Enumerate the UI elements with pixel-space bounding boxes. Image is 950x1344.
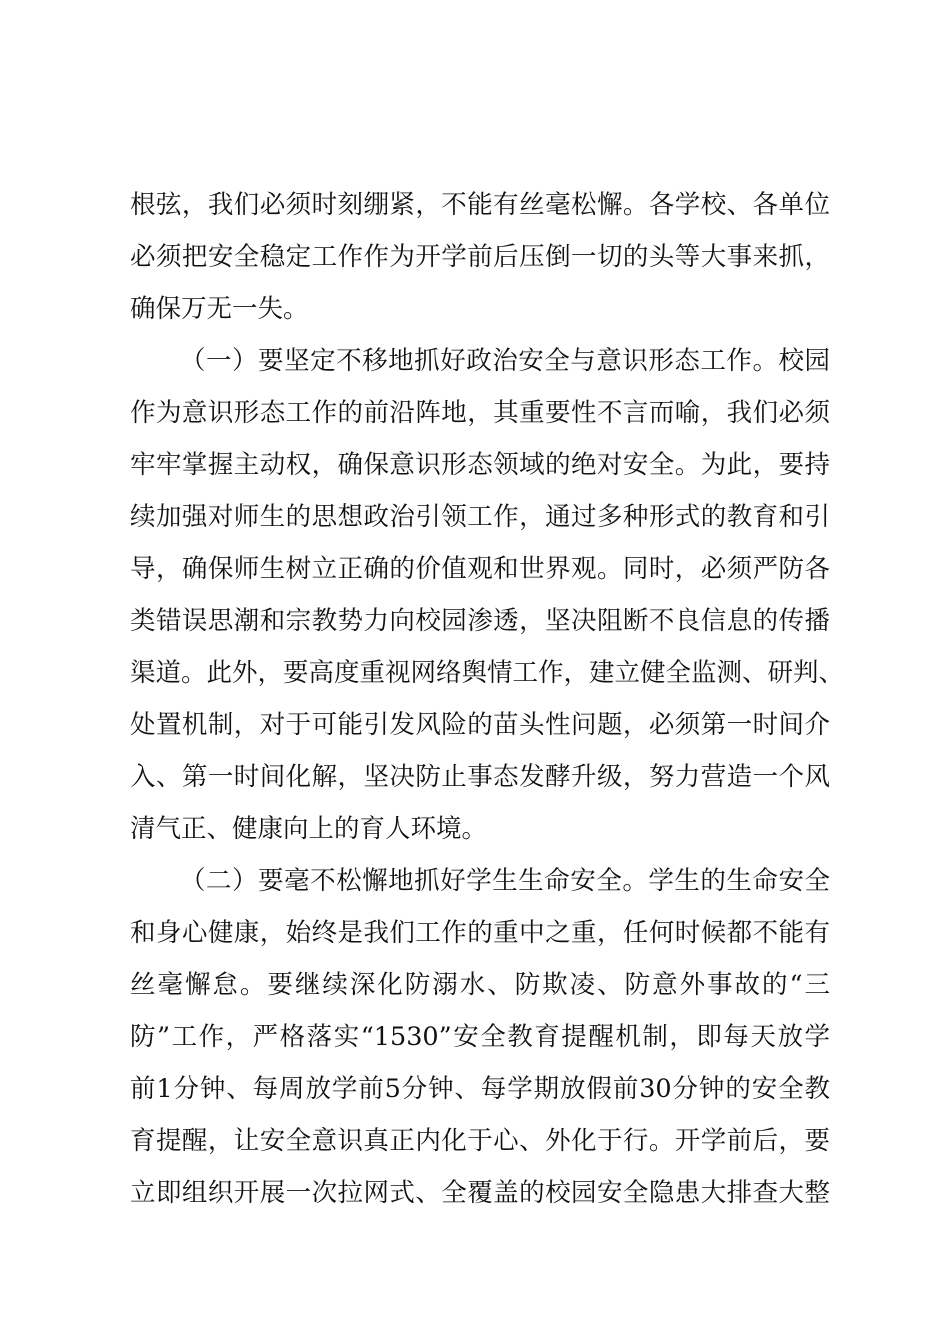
text-line: 必须把安全稳定工作作为开学前后压倒一切的头等大事来抓， xyxy=(130,242,830,272)
text-line: 丝毫懈怠。要继续深化防溺水、防欺凌、防意外事故的“三 xyxy=(130,970,830,1000)
text-line: 类错误思潮和宗教势力向校园渗透，坚决阻断不良信息的传播 xyxy=(130,606,830,636)
text-line: 作为意识形态工作的前沿阵地，其重要性不言而喻，我们必须 xyxy=(130,398,830,428)
text-line: 入、第一时间化解，坚决防止事态发酵升级，努力营造一个风 xyxy=(130,762,830,792)
text-line: 前1分钟、每周放学前5分钟、每学期放假前30分钟的安全教 xyxy=(130,1074,830,1104)
text-line: 立即组织开展一次拉网式、全覆盖的校园安全隐患大排查大整 xyxy=(130,1178,830,1208)
text-line: 育提醒，让安全意识真正内化于心、外化于行。开学前后，要 xyxy=(130,1126,830,1156)
text-line: 续加强对师生的思想政治引领工作，通过多种形式的教育和引 xyxy=(130,502,830,532)
text-line: 处置机制，对于可能引发风险的苗头性问题，必须第一时间介 xyxy=(130,710,830,740)
text-line: 防”工作，严格落实“1530”安全教育提醒机制，即每天放学 xyxy=(130,1022,830,1052)
text-line: 牢牢掌握主动权，确保意识形态领域的绝对安全。为此，要持 xyxy=(130,450,830,480)
text-line: 根弦，我们必须时刻绷紧，不能有丝毫松懈。各学校、各单位 xyxy=(130,190,830,220)
section-heading-line: （一）要坚定不移地抓好政治安全与意识形态工作。校园 xyxy=(180,346,830,376)
text-line: 确保万无一失。 xyxy=(130,294,309,324)
text-line: 和身心健康，始终是我们工作的重中之重，任何时候都不能有 xyxy=(130,918,830,948)
text-line: 清气正、健康向上的育人环境。 xyxy=(130,814,488,844)
section-heading-line: （二）要毫不松懈地抓好学生生命安全。学生的生命安全 xyxy=(180,866,830,896)
text-line: 渠道。此外，要高度重视网络舆情工作，建立健全监测、研判、 xyxy=(130,658,845,688)
text-line: 导，确保师生树立正确的价值观和世界观。同时，必须严防各 xyxy=(130,554,830,584)
